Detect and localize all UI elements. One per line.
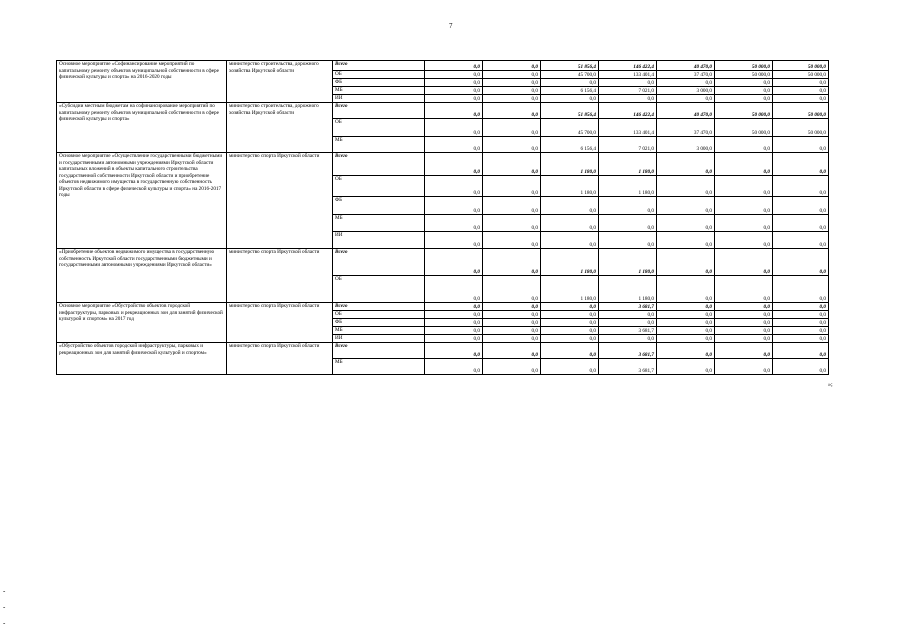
amount-cell: 0,0: [773, 327, 829, 335]
amount-cell: 1 180,0: [599, 276, 657, 303]
amount-cell: 0,0: [425, 249, 483, 276]
margin-mark: -: [3, 587, 6, 595]
amount-cell: 0,0: [599, 79, 657, 87]
amount-cell: 0,0: [657, 319, 715, 327]
amount-cell: 0,0: [425, 95, 483, 103]
amount-cell: 0,0: [599, 335, 657, 343]
amount-cell: 3 000,0: [657, 87, 715, 95]
funding-source-cell: ИИ: [333, 335, 425, 343]
amount-cell: 133 401,4: [599, 119, 657, 137]
amount-cell: 0,0: [483, 197, 541, 215]
funding-source-cell: МБ: [333, 215, 425, 232]
funding-source-cell: МБ: [333, 359, 425, 375]
amount-cell: 0,0: [715, 276, 773, 303]
amount-cell: 50 000,0: [773, 61, 829, 71]
amount-cell: 0,0: [657, 95, 715, 103]
closing-quote-mark: »;: [828, 382, 833, 388]
amount-cell: 0,0: [483, 335, 541, 343]
event-name-cell: «Приобретение объектов недвижимого имущества в государственную собственность Иркутской области государственными бюджетными и государственными автономными учреждениями Иркутской области»: [57, 249, 227, 303]
amount-cell: 0,0: [773, 343, 829, 359]
amount-cell: 0,0: [425, 276, 483, 303]
budget-table-body: [57, 61, 829, 375]
executor-cell: министерство строительства, дорожного хозяйства Иркутской области: [227, 61, 333, 103]
amount-cell: 0,0: [425, 87, 483, 95]
amount-cell: 0,0: [541, 197, 599, 215]
amount-cell: 0,0: [715, 311, 773, 319]
amount-cell: 7 021,0: [599, 87, 657, 95]
amount-cell: 0,0: [425, 119, 483, 137]
amount-cell: 0,0: [773, 176, 829, 197]
amount-cell: 0,0: [715, 153, 773, 176]
amount-cell: 45 700,0: [541, 119, 599, 137]
amount-cell: 0,0: [715, 359, 773, 375]
funding-source-cell: МБ: [333, 137, 425, 153]
amount-cell: 0,0: [483, 276, 541, 303]
amount-cell: 40 470,0: [657, 103, 715, 119]
amount-cell: 0,0: [483, 249, 541, 276]
amount-cell: 0,0: [483, 103, 541, 119]
amount-cell: 0,0: [773, 215, 829, 232]
amount-cell: 37 470,0: [657, 71, 715, 79]
event-name-cell: «Субсидии местным бюджетам на софинансирование мероприятий по капитальному ремонту объектов муниципальной собственности в сфере физической культуры и спорта»: [57, 103, 227, 153]
amount-cell: 0,0: [773, 137, 829, 153]
amount-cell: 0,0: [773, 87, 829, 95]
amount-cell: 50 000,0: [715, 61, 773, 71]
amount-cell: 0,0: [541, 359, 599, 375]
amount-cell: 50 000,0: [773, 71, 829, 79]
funding-source-cell: ОБ: [333, 276, 425, 303]
amount-cell: 0,0: [715, 215, 773, 232]
amount-cell: 0,0: [425, 343, 483, 359]
page-number: 7: [449, 22, 453, 30]
amount-cell: 0,0: [715, 327, 773, 335]
amount-cell: 0,0: [715, 87, 773, 95]
amount-cell: 0,0: [425, 303, 483, 311]
amount-cell: 1 180,0: [599, 153, 657, 176]
amount-cell: 0,0: [715, 343, 773, 359]
funding-source-cell: ФБ: [333, 79, 425, 87]
amount-cell: 0,0: [425, 197, 483, 215]
amount-cell: 0,0: [657, 215, 715, 232]
funding-source-cell: ИИ: [333, 95, 425, 103]
amount-cell: 0,0: [483, 359, 541, 375]
amount-cell: 0,0: [657, 303, 715, 311]
table-row: [57, 153, 829, 176]
amount-cell: 0,0: [541, 79, 599, 87]
funding-source-cell: ФБ: [333, 319, 425, 327]
amount-cell: 0,0: [657, 197, 715, 215]
amount-cell: 50 000,0: [715, 71, 773, 79]
amount-cell: 0,0: [599, 319, 657, 327]
amount-cell: 0,0: [425, 327, 483, 335]
executor-cell: министерство спорта Иркутской области: [227, 153, 333, 249]
amount-cell: 0,0: [483, 87, 541, 95]
amount-cell: 0,0: [599, 311, 657, 319]
amount-cell: 133 401,4: [599, 71, 657, 79]
amount-cell: 0,0: [541, 232, 599, 249]
amount-cell: 51 856,4: [541, 61, 599, 71]
margin-mark: -: [3, 603, 6, 611]
amount-cell: 37 470,0: [657, 119, 715, 137]
amount-cell: 0,0: [773, 359, 829, 375]
amount-cell: 0,0: [657, 343, 715, 359]
amount-cell: 0,0: [657, 176, 715, 197]
amount-cell: 0,0: [715, 176, 773, 197]
amount-cell: 0,0: [425, 215, 483, 232]
amount-cell: 0,0: [483, 153, 541, 176]
amount-cell: 51 856,4: [541, 103, 599, 119]
amount-cell: 0,0: [715, 95, 773, 103]
amount-cell: 0,0: [773, 303, 829, 311]
executor-cell: министерство строительства, дорожного хозяйства Иркутской области: [227, 103, 333, 153]
amount-cell: 0,0: [657, 327, 715, 335]
amount-cell: 0,0: [425, 153, 483, 176]
amount-cell: 0,0: [773, 311, 829, 319]
amount-cell: 50 000,0: [773, 119, 829, 137]
amount-cell: 0,0: [773, 232, 829, 249]
amount-cell: 0,0: [773, 197, 829, 215]
executor-cell: министерство спорта Иркутской области: [227, 343, 333, 375]
event-name-cell: Основное мероприятие «Софинансирование мероприятий по капитальному ремонту объектов муниципальной собственности в сфере физической культуры и спорта» на 2016-2020 годы: [57, 61, 227, 103]
amount-cell: 0,0: [483, 137, 541, 153]
amount-cell: 6 156,4: [541, 87, 599, 95]
funding-source-cell: ОБ: [333, 311, 425, 319]
amount-cell: 0,0: [483, 79, 541, 87]
amount-cell: 0,0: [541, 303, 599, 311]
amount-cell: 0,0: [657, 79, 715, 87]
table-row: [57, 343, 829, 359]
amount-cell: 0,0: [541, 319, 599, 327]
executor-cell: министерство спорта Иркутской области: [227, 249, 333, 303]
table-row: [57, 249, 829, 276]
amount-cell: 0,0: [773, 79, 829, 87]
amount-cell: 146 422,4: [599, 61, 657, 71]
amount-cell: 0,0: [541, 343, 599, 359]
amount-cell: 0,0: [541, 215, 599, 232]
funding-source-cell: ФБ: [333, 197, 425, 215]
amount-cell: 1 180,0: [541, 153, 599, 176]
amount-cell: 0,0: [483, 119, 541, 137]
amount-cell: 0,0: [715, 319, 773, 327]
amount-cell: 0,0: [483, 311, 541, 319]
amount-cell: 146 422,4: [599, 103, 657, 119]
amount-cell: 0,0: [657, 359, 715, 375]
amount-cell: 1 180,0: [599, 249, 657, 276]
funding-source-cell: ОБ: [333, 176, 425, 197]
amount-cell: 0,0: [483, 71, 541, 79]
amount-cell: 0,0: [425, 103, 483, 119]
amount-cell: 0,0: [483, 319, 541, 327]
funding-source-cell: ОБ: [333, 71, 425, 79]
amount-cell: 0,0: [425, 71, 483, 79]
amount-cell: 0,0: [425, 319, 483, 327]
amount-cell: 0,0: [715, 303, 773, 311]
amount-cell: 1 180,0: [541, 249, 599, 276]
amount-cell: 6 156,4: [541, 137, 599, 153]
amount-cell: 0,0: [715, 335, 773, 343]
funding-source-cell: ОБ: [333, 119, 425, 137]
event-name-cell: «Обустройство объектов городской инфраструктуры, парковых и рекреационных зон для занятий физической культурой и спортом»: [57, 343, 227, 375]
amount-cell: 0,0: [483, 303, 541, 311]
amount-cell: 0,0: [483, 176, 541, 197]
amount-cell: 1 180,0: [541, 276, 599, 303]
executor-cell: министерство спорта Иркутской области: [227, 303, 333, 343]
funding-source-cell: Всего: [333, 249, 425, 276]
funding-source-cell: Всего: [333, 103, 425, 119]
table-row: [57, 103, 829, 119]
event-name-cell: Основное мероприятие «Осуществление государственными бюджетными и государственными автономными учреждениями Иркутской области капитальных вложений в объекты капитального строительства государственной собственности Иркутской области и приобретение объектов недвижимого имущества в государственную собственность Иркутской области в сфере физической культуры и спорта» на 2016-2017 годы: [57, 153, 227, 249]
amount-cell: 0,0: [715, 137, 773, 153]
funding-source-cell: ИИ: [333, 232, 425, 249]
amount-cell: 45 700,0: [541, 71, 599, 79]
amount-cell: 50 000,0: [715, 119, 773, 137]
amount-cell: 40 470,0: [657, 61, 715, 71]
funding-source-cell: Всего: [333, 153, 425, 176]
table-row: [57, 303, 829, 311]
amount-cell: 0,0: [425, 176, 483, 197]
amount-cell: 0,0: [599, 215, 657, 232]
amount-cell: 3 681,7: [599, 327, 657, 335]
amount-cell: 0,0: [715, 197, 773, 215]
amount-cell: 0,0: [483, 95, 541, 103]
amount-cell: 3 681,7: [599, 303, 657, 311]
amount-cell: 0,0: [483, 215, 541, 232]
margin-mark: -: [3, 619, 6, 627]
amount-cell: 0,0: [599, 197, 657, 215]
funding-source-cell: Всего: [333, 303, 425, 311]
amount-cell: 0,0: [541, 335, 599, 343]
amount-cell: 1 180,0: [599, 176, 657, 197]
table-row: [57, 61, 829, 71]
amount-cell: 0,0: [425, 311, 483, 319]
amount-cell: 0,0: [425, 335, 483, 343]
amount-cell: 0,0: [599, 95, 657, 103]
amount-cell: 0,0: [425, 359, 483, 375]
amount-cell: 0,0: [657, 232, 715, 249]
amount-cell: 0,0: [657, 311, 715, 319]
amount-cell: 0,0: [483, 232, 541, 249]
event-name-cell: Основное мероприятие «Обустройство объектов городской инфраструктуры, парковых и рекреационных зон для занятий физической культурой и спортом» на 2017 год: [57, 303, 227, 343]
amount-cell: 0,0: [773, 276, 829, 303]
amount-cell: 0,0: [483, 327, 541, 335]
amount-cell: 0,0: [541, 327, 599, 335]
amount-cell: 0,0: [541, 95, 599, 103]
amount-cell: 0,0: [773, 319, 829, 327]
funding-source-cell: МБ: [333, 327, 425, 335]
amount-cell: 1 180,0: [541, 176, 599, 197]
amount-cell: 7 021,0: [599, 137, 657, 153]
amount-cell: 3 000,0: [657, 137, 715, 153]
amount-cell: 0,0: [541, 311, 599, 319]
amount-cell: 0,0: [773, 335, 829, 343]
amount-cell: 0,0: [425, 79, 483, 87]
amount-cell: 0,0: [657, 153, 715, 176]
amount-cell: 0,0: [425, 137, 483, 153]
funding-source-cell: Всего: [333, 61, 425, 71]
amount-cell: 0,0: [715, 249, 773, 276]
amount-cell: 3 681,7: [599, 343, 657, 359]
funding-source-cell: МБ: [333, 87, 425, 95]
amount-cell: 0,0: [773, 153, 829, 176]
amount-cell: 0,0: [425, 61, 483, 71]
amount-cell: 50 000,0: [773, 103, 829, 119]
amount-cell: 0,0: [715, 79, 773, 87]
amount-cell: 0,0: [657, 276, 715, 303]
budget-table: [56, 60, 829, 375]
amount-cell: 3 681,7: [599, 359, 657, 375]
amount-cell: 0,0: [657, 335, 715, 343]
amount-cell: 0,0: [715, 232, 773, 249]
amount-cell: 0,0: [773, 95, 829, 103]
amount-cell: 0,0: [599, 232, 657, 249]
amount-cell: 0,0: [483, 343, 541, 359]
amount-cell: 0,0: [425, 232, 483, 249]
funding-source-cell: Всего: [333, 343, 425, 359]
amount-cell: 0,0: [483, 61, 541, 71]
amount-cell: 0,0: [773, 249, 829, 276]
amount-cell: 50 000,0: [715, 103, 773, 119]
amount-cell: 0,0: [657, 249, 715, 276]
